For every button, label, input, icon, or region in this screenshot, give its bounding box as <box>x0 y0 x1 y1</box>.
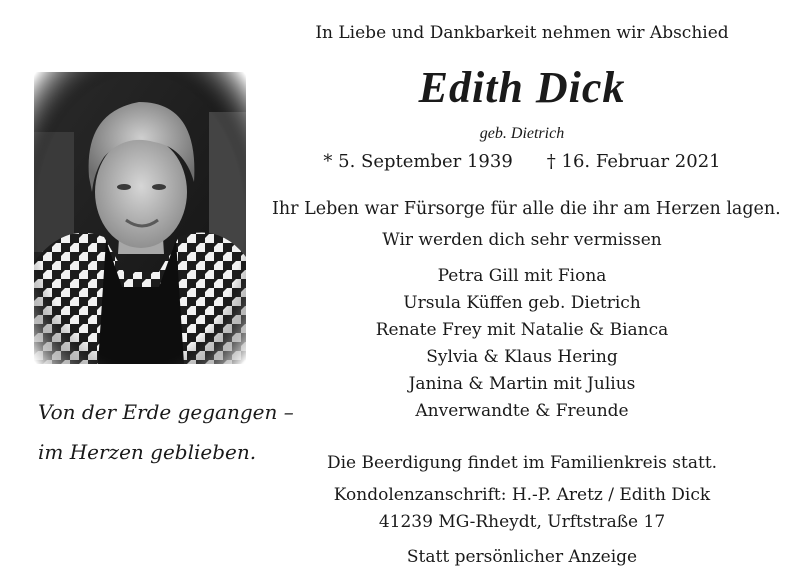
miss-text: Wir werden dich sehr vermissen <box>382 230 662 250</box>
footer-note: Statt persönlicher Anzeige <box>406 547 638 567</box>
verse-text: Ihr Leben war Fürsorge für alle die ihr am Herzen lagen. <box>272 199 781 219</box>
birth-date: * 5. September 1939 <box>323 151 513 172</box>
mourner-entry: Renate Frey mit Natalie & Bianca <box>375 320 669 340</box>
funeral-note: Die Beerdigung findet im Familienkreis statt. <box>326 453 718 473</box>
intro-text: In Liebe und Dankbarkeit nehmen wir Abschied <box>315 23 729 43</box>
memorial-quote <box>38 392 294 472</box>
death-date: † 16. Februar 2021 <box>546 151 721 172</box>
mourner-entry: Janina & Martin mit Julius <box>408 374 636 394</box>
quote-line-2: im Herzen geblieben. <box>38 440 257 464</box>
mourners-list <box>272 263 772 425</box>
mourner-entry: Sylvia & Klaus Hering <box>426 347 618 367</box>
condolence-address-line-2: 41239 MG-Rheydt, Urftstraße 17 <box>378 512 666 532</box>
mourner-entry: Ursula Küffen geb. Dietrich <box>403 293 641 313</box>
mourner-entry: Petra Gill mit Fiona <box>437 266 607 286</box>
mourner-entry: Anverwandte & Freunde <box>415 401 629 421</box>
life-dates <box>272 150 772 174</box>
portrait-photo <box>34 72 246 364</box>
condolence-address-line-1: Kondolenzanschrift: H.-P. Aretz / Edith Dick <box>333 485 711 505</box>
quote-line-1: Von der Erde gegangen – <box>38 400 294 424</box>
deceased-name: Edith Dick <box>418 63 626 112</box>
maiden-name: geb. Dietrich <box>479 125 565 142</box>
